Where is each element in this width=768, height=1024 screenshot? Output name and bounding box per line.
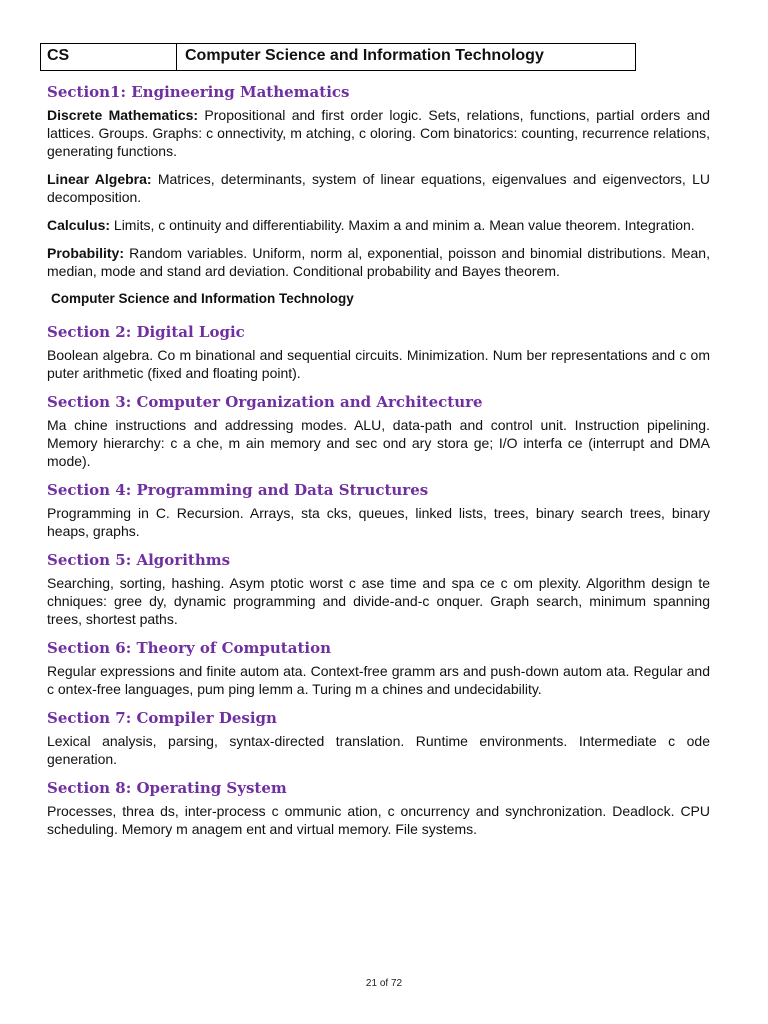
section-6-text: Regular expressions and finite autom ata. Context-free gramm ars and push-down autom ata. Regular and c ontex-free languages, pum ping lemm a. Turing m a chines and undecidability. [47,663,710,697]
section-2-heading: Section 2: Digital Logic [47,323,245,341]
section-4-heading: Section 4: Programming and Data Structures [47,481,429,499]
subject-code: CS [41,44,177,70]
probability-topic [47,244,710,280]
syllabus-content [47,82,710,848]
section-4-text: Programming in C. Recursion. Arrays, sta cks, queues, linked lists, trees, binary search trees, binary heaps, graphs. [47,505,710,539]
topic-text: Propositional and first order logic. Sets, relations, functions, partial orders and lattices. Groups. Graphs: c onnectivity, m atching, c oloring. Com binatorics: counting, recurrence relations, generating functions. [47,107,710,159]
topic-term: Calculus: [47,217,111,233]
section-7-text: Lexical analysis, parsing, syntax-directed translation. Runtime environments. Intermediate c ode generation. [47,733,710,767]
section-8-heading: Section 8: Operating System [47,779,287,797]
calculus-topic [47,216,710,234]
subject-title: Computer Science and Information Technology [185,47,544,64]
topic-text: Limits, c ontinuity and differentiability. Maxim a and minim a. Mean value theorem. Integration. [110,217,695,233]
section-2-text: Boolean algebra. Co m binational and sequential circuits. Minimization. Num ber representations and c om puter arithmetic (fixed and floating point). [47,347,710,381]
section-1-heading: Section1: Engineering Mathematics [47,83,350,101]
header-table [40,43,636,71]
topic-text: Matrices, determinants, system of linear equations, eigenvalues and eigenvectors, LU decomposition. [47,171,710,205]
linear-algebra-topic [47,170,710,206]
page-number: 21 of 72 [365,978,403,989]
discrete-mathematics-topic [47,106,710,160]
section-3-text: Ma chine instructions and addressing modes. ALU, data-path and control unit. Instruction pipelining. Memory hierarchy: c a che, m ain memory and sec ond ary stora ge; I/O interfa ce (interrupt and DMA mode). [47,417,710,469]
section-8-text: Processes, threa ds, inter-process c ommunic ation, c oncurrency and synchronization. Deadlock. CPU scheduling. Memory m anagem ent and virtual memory. File systems. [47,803,710,837]
section-3-heading: Section 3: Computer Organization and Architecture [47,393,483,411]
section-7-heading: Section 7: Compiler Design [47,709,277,727]
topic-text: Random variables. Uniform, norm al, exponential, poisson and binomial distributions. Mean, median, mode and stand ard deviation. Conditional probability and Bayes theorem. [47,245,710,279]
topic-term: Discrete Mathematics: [47,107,199,123]
cs-subtitle: Computer Science and Information Technology [51,291,354,306]
topic-term: Probability: [47,245,125,261]
section-6-heading: Section 6: Theory of Computation [47,639,331,657]
topic-term: Linear Algebra: [47,171,152,187]
section-5-text: Searching, sorting, hashing. Asym ptotic worst c ase time and spa ce c om plexity. Algorithm design te chniques: gree dy, dynamic programming and divide-and-c onquer. Graph search, minimum spanning trees, shortest paths. [47,575,710,627]
section-5-heading: Section 5: Algorithms [47,551,231,569]
